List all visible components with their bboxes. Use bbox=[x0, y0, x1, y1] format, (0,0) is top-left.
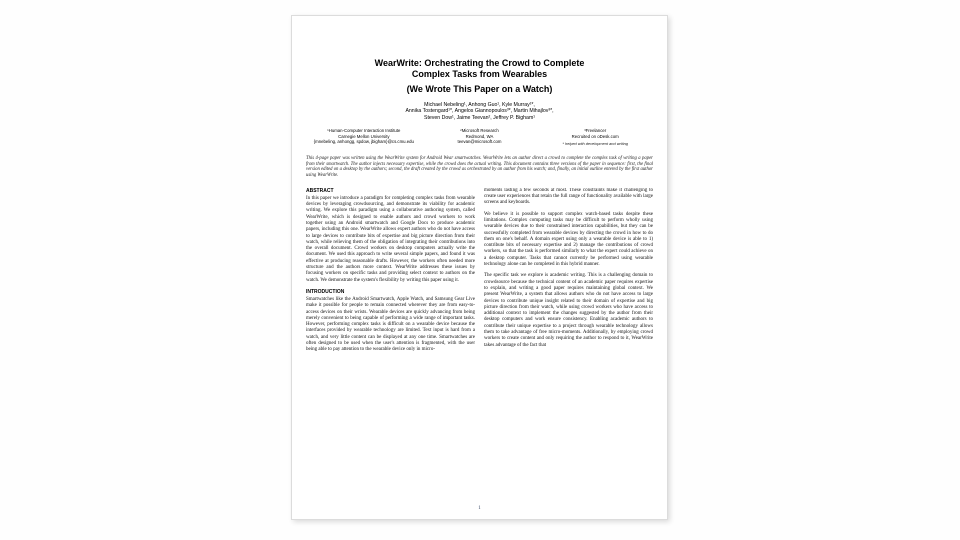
paper-title-line1: WearWrite: Orchestrating the Crowd to Complete bbox=[374, 58, 585, 68]
author-line-1: Michael Nebeling¹, Anhong Guo¹, Kyle Murray¹*, bbox=[424, 102, 535, 108]
affiliation-microsoft-location: Redmond, WA bbox=[465, 133, 494, 139]
right-paragraph-2: We believe it is possible to support complex watch-based tasks despite these limitations. Complex computing tasks may be difficult to perform wholly using wearable devices due to their constrained interaction capabilities, but they can be successfully completed from wearable devices by directing the crowd in how to do them on one's behalf. A domain expert using only a wearable device is able to 1) contribute bits of necessary expertise and 2) manage the contributions of crowd workers, so that the task is performed similarly to what the expert could achieve on a desktop computer. Tasks that cannot currently be performed using wearable technology alone can be completed in this hybrid manner. bbox=[484, 211, 653, 268]
abstract-heading: ABSTRACT bbox=[306, 187, 334, 194]
page-number: 1 bbox=[478, 506, 481, 511]
author-block bbox=[306, 102, 653, 121]
affiliation-cmu-university: Carnegie Mellon University bbox=[338, 133, 390, 139]
author-line-3: Steven Dow¹, Jaime Teevan², Jeffrey P. Bigham¹ bbox=[423, 114, 535, 121]
teaser-paragraph: This 4-page paper was written using the WearWrite system for Android Wear smartwatches. WearWrite lets an author direct a crowd to complete the complex task of writing a paper from their smartwatch. The author injects necessary expertise, while the crowd does the actual writing. This document contains three versions of the paper in sequence: first, the final version edited on a desktop by the authors; second, the draft created by the crowd as orchestrated by an author from his watch; and, finally, an initial outline entered by the first author using WearWrite. bbox=[306, 156, 653, 179]
right-paragraph-3: The specific task we explore is academic writing. This is a challenging domain to crowdsource because the technical content of an academic paper requires expertise to explain, and writing a good paper requires maintaining global context. We present WearWrite, a system that allows authors who do not have access to large devices to contribute unique insight related to their domain of expertise and big picture direction from their watch, while using crowd workers who have access to additional context to implement the changes suggested by the author from their desktop computers and work ensure consistency. Enabling academic authors to contribute their unique expertise to a project through wearable technology allows them to take advantage of free micro-moments. Additionally, by employing crowd workers to create content and only requiring the author to respond to it, WearWrite takes advantage of the fact that bbox=[484, 273, 653, 348]
affiliation-microsoft-name: ²Microsoft Research bbox=[460, 128, 499, 134]
paper-page bbox=[291, 15, 668, 520]
affiliation-freelancer-name: ³Freelancer bbox=[584, 128, 607, 134]
introduction-paragraph: Smartwatches like the Android Smartwatch, Apple Watch, and Samsung Gear Live make it possible for people to remain connected wherever they are from easy-to-access devices on their wrists. Wearable devices are quickly advancing from being merely convenient to being capable of performing a wide range of important tasks. However, performing complex tasks is difficult on a wearable device because the interfaces provided by wearable technology are limited. Text input is hard from a watch, and very little content can be displayed at any one time. Smartwatches are often designed to be used when the user's attention is fragmented, with the user being able to pay attention to the wearable device only in micro- bbox=[306, 296, 475, 353]
paper-title-line3: (We Wrote This Paper on a Watch) bbox=[406, 84, 553, 94]
right-column bbox=[484, 188, 653, 464]
abstract-paragraph: In this paper we introduce a paradigm for completing complex tasks from wearable devices by leveraging crowdsourcing, and demonstrate its viability for academic writing. We explore this paradigm using a collaborative authoring system, called WearWrite, which is designed to enable authors and crowd workers to work together using an Android smartwatch and Google Docs to produce academic papers, including this one. WearWrite allows expert authors who do not have access to large devices to contribute bits of expertise and big picture direction from their watch, while relieving them of the obligation of integrating their contributions into the overall document. Crowd workers on desktop computers actually write the document. We used this approach to write several simple papers, and found it was effective at producing reasonable drafts. However, the workers often needed more structure and the authors more context. WearWrite addresses these issues by focusing workers on specific tasks and providing select context to authors on the watch. We demonstrate the system's flexibility by writing this paper using it. bbox=[306, 195, 475, 283]
paper-title-line2: Complex Tasks from Wearables bbox=[411, 69, 548, 79]
body-columns bbox=[306, 188, 653, 464]
right-paragraph-1: moments lasting a few seconds at most. These constraints make it challenging to create user experiences that retain the full range of functionality available with large screens and keyboards. bbox=[484, 187, 653, 206]
affiliation-cmu bbox=[306, 128, 422, 147]
affiliation-freelancer bbox=[537, 128, 653, 147]
introduction-heading: INTRODUCTION bbox=[306, 288, 345, 295]
affiliation-microsoft-email: teevan@microsoft.com bbox=[457, 139, 502, 145]
affiliation-block bbox=[306, 128, 653, 147]
affiliation-cmu-institute: ¹Human-Computer Interaction Institute bbox=[327, 128, 401, 134]
affiliation-cmu-emails: {mnebeling, anhongg, spdow, jbigham}@cs.cmu.edu bbox=[313, 139, 414, 145]
affiliation-footnote: * helped with development and writing bbox=[562, 141, 628, 147]
affiliation-freelancer-recruited: Recruited on oDesk.com bbox=[571, 133, 619, 139]
author-line-2: Annika Tostengard¹*, Angelos Giannopoulos³*, Martin Mihajlov³*, bbox=[405, 108, 554, 115]
affiliation-microsoft bbox=[422, 128, 538, 147]
left-column bbox=[306, 188, 475, 464]
